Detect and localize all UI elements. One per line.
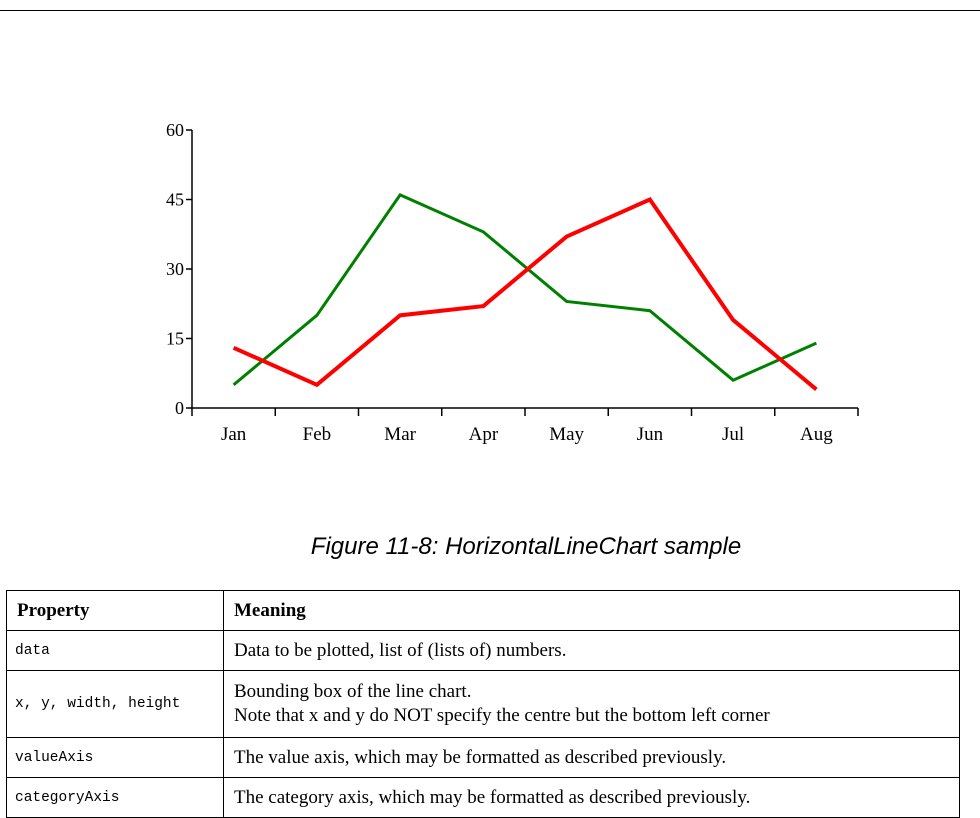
table-row [7, 778, 960, 818]
x-tick-label: Jul [722, 424, 744, 445]
y-tick-label: 45 [166, 190, 184, 210]
header-meaning: Meaning [224, 591, 960, 631]
series-line [234, 195, 817, 385]
meaning-line: The value axis, which may be formatted as described previously. [234, 747, 949, 769]
x-tick-label: Jun [637, 424, 664, 445]
table-row [7, 738, 960, 778]
meaning-line: Bounding box of the line chart. [234, 680, 949, 704]
row-meaning [224, 671, 960, 738]
table-row [7, 671, 960, 738]
row-meaning [224, 778, 960, 818]
x-tick-label: Feb [303, 424, 332, 445]
meaning-line: Data to be plotted, list of (lists of) numbers. [234, 640, 949, 662]
y-tick-label: 0 [175, 398, 184, 418]
row-property: valueAxis [7, 738, 224, 778]
x-tick-label: Apr [469, 424, 499, 445]
property-table [6, 590, 960, 818]
y-tick-label: 60 [166, 120, 184, 140]
header-property: Property [7, 591, 224, 631]
y-tick-label: 15 [166, 329, 184, 349]
row-property: categoryAxis [7, 778, 224, 818]
row-property: data [7, 631, 224, 671]
row-meaning [224, 738, 960, 778]
figure-caption: Figure 11-8: HorizontalLineChart sample [0, 533, 980, 561]
row-meaning [224, 631, 960, 671]
x-tick-label: May [549, 424, 584, 445]
meaning-line: The category axis, which may be formatted as described previously. [234, 787, 949, 809]
y-tick-label: 30 [166, 259, 184, 279]
x-tick-label: Mar [384, 424, 416, 445]
series-line [234, 200, 817, 390]
table-row [7, 631, 960, 671]
x-tick-label: Jan [221, 424, 247, 445]
x-tick-label: Aug [800, 424, 833, 445]
meaning-line: Note that x and y do NOT specify the centre but the bottom left corner [234, 704, 949, 728]
row-property: x, y, width, height [7, 671, 224, 738]
table-header-row [7, 591, 960, 631]
